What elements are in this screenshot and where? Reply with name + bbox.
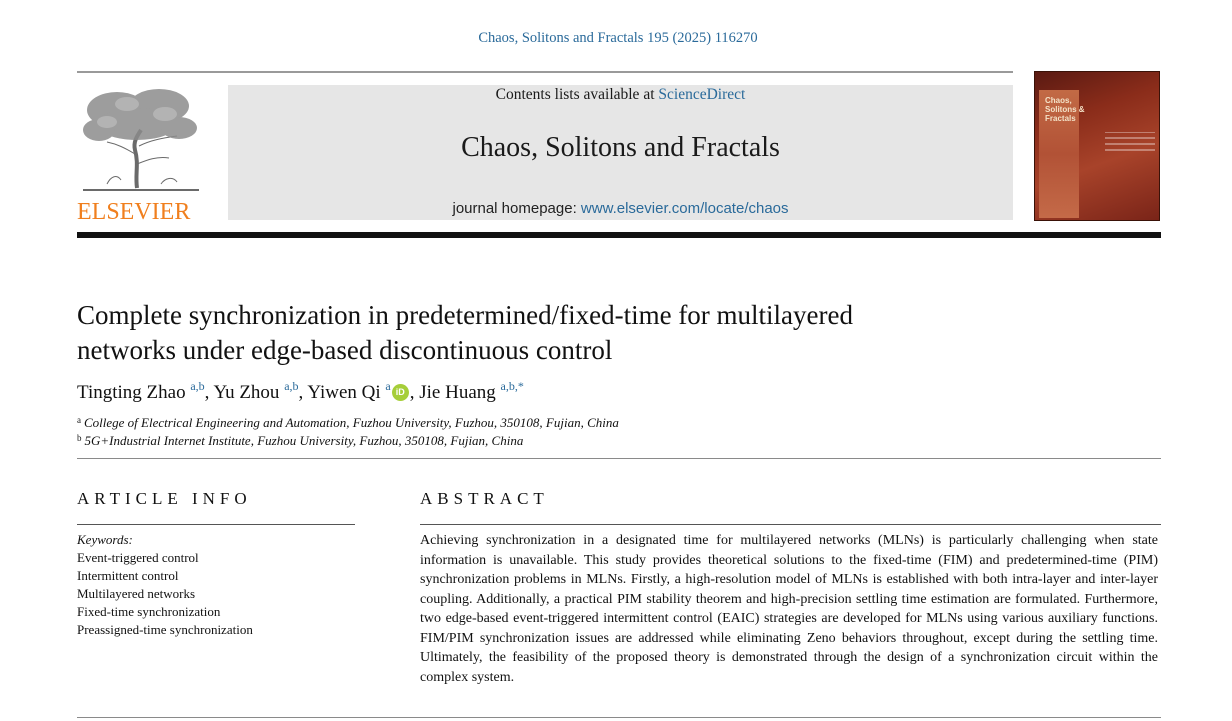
author-separator: , (409, 382, 420, 403)
elsevier-tree-icon (77, 84, 205, 196)
author-affiliation-mark[interactable]: a (385, 379, 391, 393)
keyword-item: Fixed-time synchronization (77, 604, 221, 619)
homepage-prefix: journal homepage: (452, 200, 581, 217)
affiliation-mark: a (77, 415, 81, 425)
article-title (77, 298, 1077, 368)
author-name[interactable]: Yu Zhou (213, 382, 280, 403)
article-title-line-1: Complete synchronization in predetermined/fixed-time for multilayered (77, 300, 853, 330)
orcid-icon[interactable]: iD (392, 384, 409, 401)
keywords-label: Keywords: (77, 532, 133, 547)
author-separator: , (298, 382, 308, 403)
author-name[interactable]: Tingting Zhao (77, 382, 186, 403)
sciencedirect-link[interactable]: ScienceDirect (658, 86, 746, 103)
journal-citation[interactable]: Chaos, Solitons and Fractals 195 (2025) 116270 (478, 30, 758, 46)
affiliation-text: 5G+Industrial Internet Institute, Fuzhou University, Fuzhou, 350108, Fujian, China (84, 433, 524, 448)
journal-homepage-link[interactable]: www.elsevier.com/locate/chaos (580, 200, 789, 217)
cover-text-lines (1105, 132, 1155, 163)
keyword-item: Multilayered networks (77, 586, 196, 601)
section-divider (77, 458, 1161, 459)
journal-title: Chaos, Solitons and Fractals (461, 132, 780, 163)
author-list (77, 379, 1077, 404)
author-name[interactable]: Yiwen Qi (307, 382, 381, 403)
contents-prefix: Contents lists available at (495, 86, 659, 103)
author-affiliation-mark[interactable]: a,b,* (500, 379, 524, 393)
cover-title: Chaos, Solitons & Fractals (1045, 96, 1085, 123)
author-separator: , (204, 382, 214, 403)
affiliation-text: College of Electrical Engineering and Automation, Fuzhou University, Fuzhou, 350108, Fujian, China (84, 415, 619, 430)
keywords-block (77, 531, 357, 639)
elsevier-logo[interactable] (77, 84, 205, 224)
journal-cover-thumbnail[interactable] (1034, 71, 1160, 221)
contents-line (228, 86, 1013, 104)
affiliation-b (77, 433, 1077, 449)
author-affiliation-mark[interactable]: a,b (284, 379, 299, 393)
top-divider (77, 71, 1013, 73)
bottom-divider (77, 717, 1161, 718)
header-thick-divider (77, 232, 1161, 238)
affiliation-a (77, 415, 1077, 431)
author-name[interactable]: Jie Huang (419, 382, 496, 403)
abstract-text: Achieving synchronization in a designated time for multilayered networks (MLNs) is particularly challenging when state information is unavailable. This study provides theoretical solutions to the fixed-time (FIM) and predetermined-time (PIM) synchronization problems in MLNs. Firstly, a high-resolution model of MLNs is established with both intra-layer and inter-layer coupling. Additionally, a practical PIM stability theorem and high-precision settling time estimation are formulated. Furthermore, two edge-based event-triggered intermittent control (EAIC) strategies are developed for MLNs using various auxiliary functions. FIM/PIM synchronization issues are addressed while eliminating Zeno behaviors throughout, except during the settling time. Ultimately, the feasibility of the proposed theory is demonstrated through the design of a synchronization circuit within the complex system. (420, 533, 1158, 685)
abstract-heading: ABSTRACT (420, 489, 549, 508)
elsevier-wordmark: ELSEVIER (77, 199, 191, 225)
article-info-heading: ARTICLE INFO (77, 489, 252, 508)
author-affiliation-mark[interactable]: a,b (190, 379, 205, 393)
abstract-divider (420, 524, 1161, 525)
keyword-item: Intermittent control (77, 568, 179, 583)
keywords-list (77, 549, 357, 639)
homepage-line (228, 200, 1013, 217)
keyword-item: Preassigned-time synchronization (77, 622, 253, 637)
article-title-line-2: networks under edge-based discontinuous control (77, 335, 613, 365)
article-info-divider (77, 524, 355, 525)
keyword-item: Event-triggered control (77, 550, 199, 565)
affiliation-mark: b (77, 433, 82, 443)
